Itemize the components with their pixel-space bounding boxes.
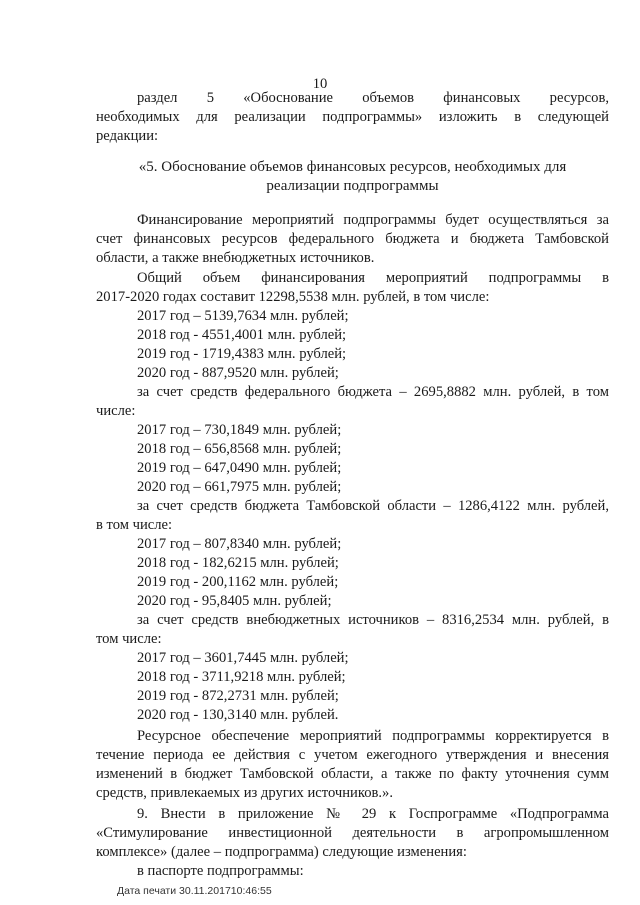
item-9-line-1: 9. Внести в приложение № 29 к Госпрограмме «Подпрограмма [137,806,609,822]
passport-line: в паспорте подпрограммы: [137,863,304,879]
total-2020: 2020 год - 887,9520 млн. рублей; [137,365,339,381]
federal-2019: 2019 год – 647,0490 млн. рублей; [137,460,342,476]
regional-line-2: в том числе: [96,517,173,533]
extrabudget-2018: 2018 год - 3711,9218 млн. рублей; [137,669,346,685]
total-line-2: 2017-2020 годах составит 12298,5538 млн. рублей, в том числе: [96,289,490,305]
extrabudget-2020: 2020 год - 130,3140 млн. рублей. [137,707,339,723]
extrabudget-2019: 2019 год - 872,2731 млн. рублей; [137,688,339,704]
total-line-1: Общий объем финансирования мероприятий подпрограммы в [137,270,609,286]
paragraph-1-line-3: области, а также внебюджетных источников. [96,250,375,266]
extrabudget-line-2: том числе: [96,631,162,647]
resources-line-1: Ресурсное обеспечение мероприятий подпрограммы корректируется в [137,728,609,744]
federal-line-1: за счет средств федерального бюджета – 2695,8882 млн. рублей, в том [137,384,609,400]
federal-line-2: числе: [96,403,136,419]
federal-2018: 2018 год – 656,8568 млн. рублей; [137,441,342,457]
resources-line-4: средств, привлекаемых из других источников.». [96,785,393,801]
regional-2019: 2019 год - 200,1162 млн. рублей; [137,574,339,590]
extrabudget-2017: 2017 год – 3601,7445 млн. рублей; [137,650,349,666]
item-9-line-2: «Стимулирование инвестиционной деятельности в агропромышленном [96,825,609,841]
resources-line-3: изменений в бюджет Тамбовской области, а также по факту уточнения сумм [96,766,609,782]
total-2017: 2017 год – 5139,7634 млн. рублей; [137,308,349,324]
resources-line-2: течение периода ее действия с учетом ежегодного утверждения и внесения [96,747,609,763]
regional-2017: 2017 год – 807,8340 млн. рублей; [137,536,342,552]
intro-line-1: раздел 5 «Обоснование объемов финансовых ресурсов, [137,90,609,106]
regional-line-1: за счет средств бюджета Тамбовской области – 1286,4122 млн. рублей, [137,498,609,514]
federal-2017: 2017 год – 730,1849 млн. рублей; [137,422,342,438]
federal-2020: 2020 год – 661,7975 млн. рублей; [137,479,342,495]
page-number: 10 [312,76,328,92]
section-heading-line-2: реализации подпрограммы [266,178,439,194]
item-9-line-3: комплексе» (далее – подпрограмма) следующие изменения: [96,844,467,860]
print-date-footer: Дата печати 30.11.201710:46:55 [117,885,272,897]
total-2018: 2018 год - 4551,4001 млн. рублей; [137,327,347,343]
paragraph-1-line-1: Финансирование мероприятий подпрограммы будет осуществляться за [137,212,609,228]
extrabudget-line-1: за счет средств внебюджетных источников – 8316,2534 млн. рублей, в [137,612,609,628]
total-2019: 2019 год - 1719,4383 млн. рублей; [137,346,347,362]
intro-line-3: редакции: [96,128,159,144]
paragraph-1-line-2: счет финансовых ресурсов федерального бюджета и бюджета Тамбовской [96,231,609,247]
regional-2018: 2018 год - 182,6215 млн. рублей; [137,555,339,571]
intro-line-2: необходимых для реализации подпрограммы» изложить в следующей [96,109,609,125]
section-heading-line-1: «5. Обоснование объемов финансовых ресурсов, необходимых для [138,159,567,175]
regional-2020: 2020 год - 95,8405 млн. рублей; [137,593,332,609]
